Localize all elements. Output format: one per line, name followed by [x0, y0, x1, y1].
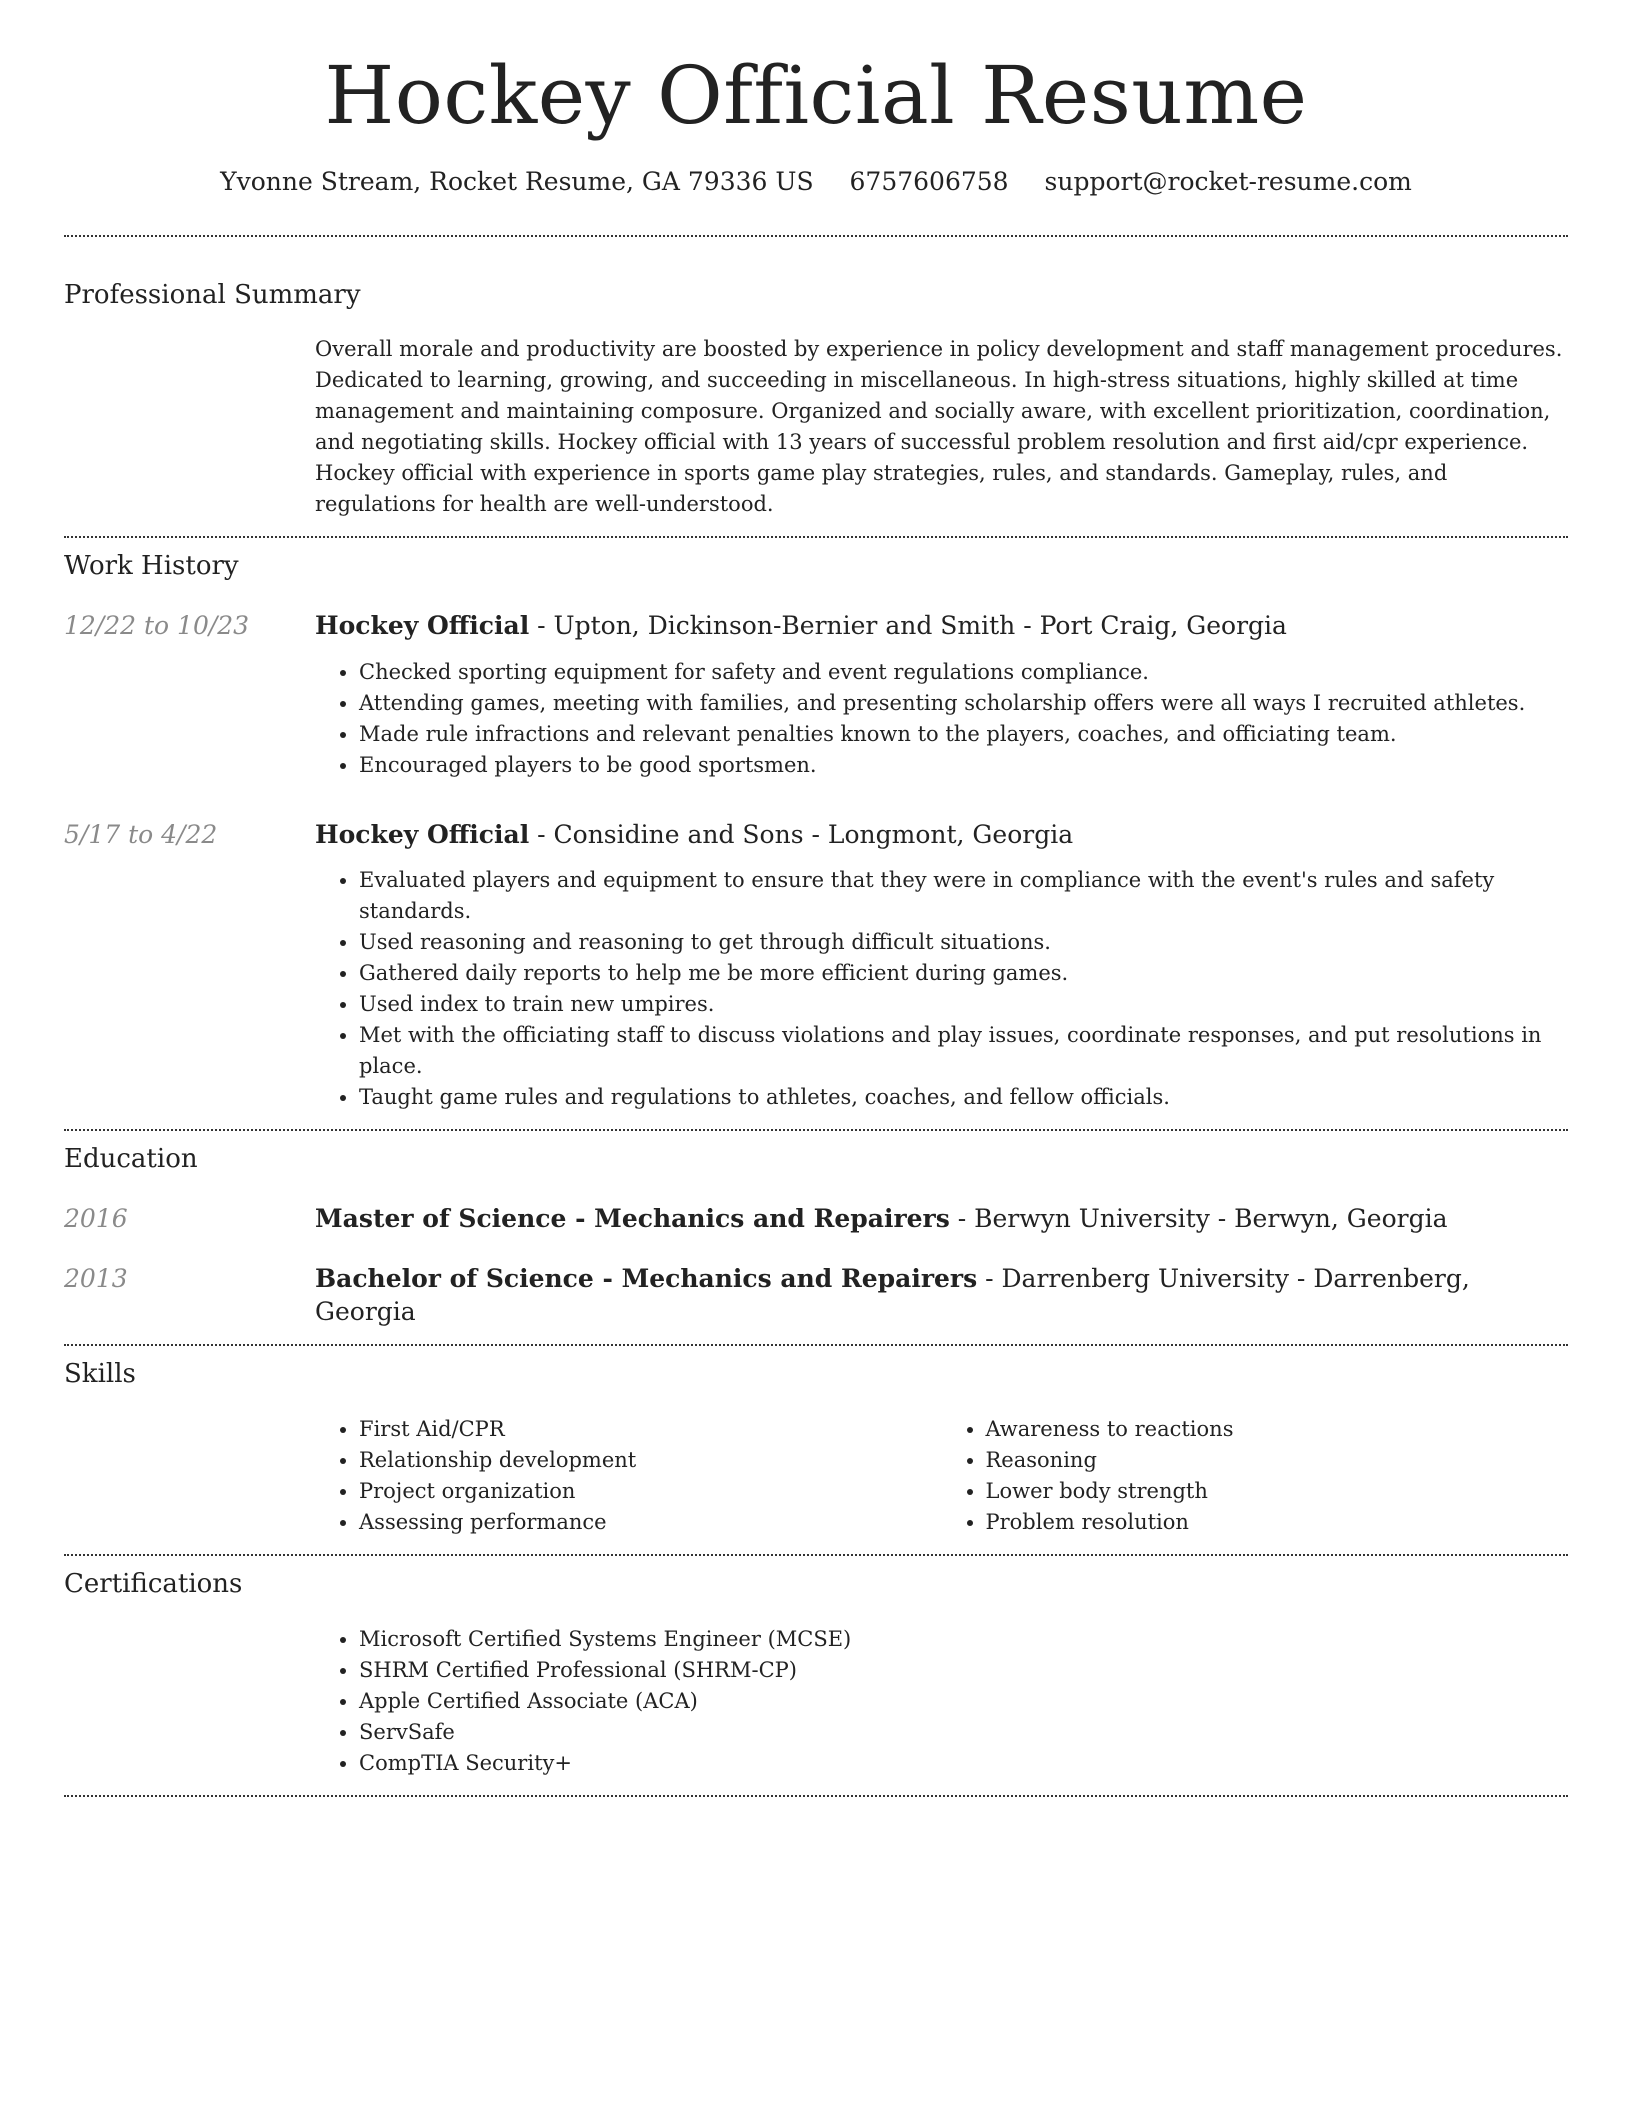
job-position: Hockey Official	[315, 819, 530, 849]
education-degree: Master of Science - Mechanics and Repairers	[315, 1203, 950, 1233]
education-body	[315, 1203, 1568, 1236]
list-item: • Microsoft Certified Systems Engineer (MCSE)	[359, 1624, 1568, 1655]
list-item: • Made rule infractions and relevant penalties known to the players, coaches, and officiating team.	[359, 719, 1568, 750]
job-employer: - Considine and Sons - Longmont, Georgia	[529, 819, 1074, 849]
education-title-line	[315, 1263, 1568, 1328]
education-section	[64, 1131, 1568, 1344]
job-body	[315, 610, 1568, 781]
work-history-section	[64, 538, 1568, 1129]
list-item: • Taught game rules and regulations to athletes, coaches, and fellow officials.	[359, 1082, 1568, 1113]
job-duties	[315, 657, 1568, 781]
contact-email: support@rocket-resume.com	[1044, 167, 1412, 196]
skills-heading: Skills	[64, 1359, 136, 1390]
education-body	[315, 1263, 1568, 1328]
job-entry	[64, 610, 1568, 781]
list-item: • Attending games, meeting with families, and presenting scholarship offers were all ways I recruited athletes.	[359, 688, 1568, 719]
list-item: • Lower body strength	[986, 1476, 1569, 1507]
job-entry	[64, 819, 1568, 1114]
list-item: • Met with the officiating staff to discuss violations and play issues, coordinate responses, and put resolutions in place.	[359, 1020, 1568, 1082]
education-school: - Berwyn University - Berwyn, Georgia	[949, 1203, 1448, 1233]
contact-address: Yvonne Stream, Rocket Resume, GA 79336 US	[220, 167, 814, 196]
certifications-list	[315, 1624, 1568, 1779]
summary-heading: Professional Summary	[64, 279, 361, 310]
list-item: • SHRM Certified Professional (SHRM-CP)	[359, 1655, 1568, 1686]
skills-columns	[315, 1414, 1568, 1538]
job-dates: 12/22 to 10/23	[64, 611, 250, 641]
list-item: • Encouraged players to be good sportsmen.	[359, 750, 1568, 781]
resume-header	[64, 0, 1568, 199]
list-item: • Used reasoning and reasoning to get through difficult situations.	[359, 927, 1568, 958]
list-item: • Used index to train new umpires.	[359, 989, 1568, 1020]
list-item: • Evaluated players and equipment to ensure that they were in compliance with the event's rules and safety standards.	[359, 865, 1568, 927]
list-item: • Gathered daily reports to help me be more efficient during games.	[359, 958, 1568, 989]
job-title-line	[315, 610, 1568, 643]
job-dates: 5/17 to 4/22	[64, 819, 218, 849]
summary-section	[64, 237, 1568, 537]
education-entry	[64, 1263, 1568, 1328]
list-item: • Awareness to reactions	[986, 1414, 1569, 1445]
list-item: • Assessing performance	[359, 1507, 942, 1538]
list-item: • Project organization	[359, 1476, 942, 1507]
list-item: • Relationship development	[359, 1445, 942, 1476]
education-year: 2013	[64, 1264, 128, 1294]
skills-list-right	[942, 1414, 1569, 1538]
education-entry	[64, 1203, 1568, 1236]
contact-line	[64, 166, 1568, 199]
contact-phone: 6757606758	[849, 167, 1009, 196]
certifications-heading: Certifications	[64, 1569, 243, 1600]
summary-text: Overall morale and productivity are boosted by experience in policy development and staff management procedures. Dedicated to learning, growing, and succeeding in miscellaneous. In high-stress situations, highly skilled at time management and maintaining composure. Organized and socially aware, with excellent prioritization, coordination, and negotiating skills. Hockey official with 13 years of successful problem resolution and first aid/cpr experience. Hockey official with experience in sports game play strategies, rules, and standards. Gameplay, rules, and regulations for health are well-understood.	[315, 337, 1563, 517]
education-year: 2016	[64, 1203, 128, 1233]
list-item: • ServSafe	[359, 1717, 1568, 1748]
certifications-list-wrap	[315, 1624, 1568, 1779]
job-title-line	[315, 819, 1568, 852]
skills-list-left	[315, 1414, 942, 1538]
list-item: • CompTIA Security+	[359, 1748, 1568, 1779]
job-employer: - Upton, Dickinson-Bernier and Smith - Port Craig, Georgia	[529, 611, 1287, 641]
work-history-heading: Work History	[64, 551, 239, 582]
education-title-line	[315, 1203, 1568, 1236]
education-school: - Darrenberg University - Darrenberg, Georgia	[315, 1264, 1470, 1326]
education-heading: Education	[64, 1144, 198, 1175]
education-degree: Bachelor of Science - Mechanics and Repairers	[315, 1264, 978, 1294]
list-item: • Apple Certified Associate (ACA)	[359, 1686, 1568, 1717]
job-body	[315, 819, 1568, 1114]
certifications-section	[64, 1556, 1568, 1795]
job-position: Hockey Official	[315, 611, 530, 641]
list-item: • Reasoning	[986, 1445, 1569, 1476]
skills-section	[64, 1346, 1568, 1554]
list-item: • Problem resolution	[986, 1507, 1569, 1538]
page-title: Hockey Official Resume	[324, 49, 1308, 142]
job-duties	[315, 865, 1568, 1113]
list-item: • First Aid/CPR	[359, 1414, 942, 1445]
section-divider	[64, 1795, 1568, 1797]
list-item: • Checked sporting equipment for safety and event regulations compliance.	[359, 657, 1568, 688]
